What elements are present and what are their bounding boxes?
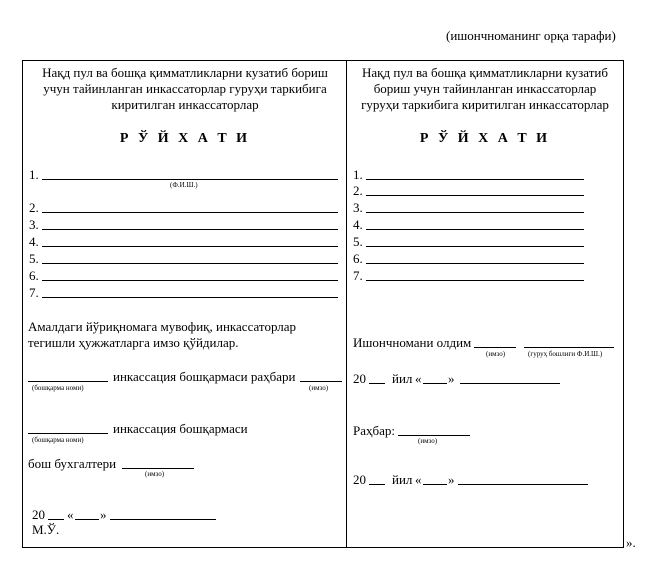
left-item-line-3[interactable]: [42, 229, 338, 230]
right-item-number-4: 4.: [353, 217, 363, 232]
sig2-department-line[interactable]: [28, 433, 108, 434]
right-item-number-3: 3.: [353, 200, 363, 215]
left-date-open-quote: «: [67, 507, 74, 522]
back-side-note: (ишончноманинг орқа тарафи): [446, 28, 616, 43]
right-item-number-1: 1.: [353, 167, 363, 182]
sig1-caption-department: (бошқарма номи): [32, 384, 84, 392]
left-item-line-6[interactable]: [42, 280, 338, 281]
sig3-label: бош бухгалтери: [28, 456, 117, 471]
right-header-line-3: гуруҳи таркибига киритилган инкассаторлар: [361, 97, 609, 112]
left-item-line-7[interactable]: [42, 297, 338, 298]
left-item-number-3: 3.: [29, 217, 39, 232]
left-item-line-1[interactable]: [42, 179, 338, 180]
left-item-line-5[interactable]: [42, 263, 338, 264]
right-date1-year-line[interactable]: [369, 383, 385, 384]
right-date1-close-quote: »: [448, 371, 455, 386]
sig1-department-line[interactable]: [28, 381, 108, 382]
right-item-number-6: 6.: [353, 251, 363, 266]
closing-mark: ».: [626, 535, 636, 550]
right-date1-year: 20: [353, 371, 366, 386]
right-date2-year-line[interactable]: [369, 484, 385, 485]
left-item-line-2[interactable]: [42, 212, 338, 213]
left-item-number-6: 6.: [29, 268, 39, 283]
received-sign-line[interactable]: [474, 347, 516, 348]
right-header-line-1: Нақд пул ва бошқа қимматликларни кузатиб: [362, 65, 608, 80]
column-divider: [346, 60, 347, 548]
right-date2-close-quote: »: [448, 472, 455, 487]
received-name-line[interactable]: [524, 347, 614, 348]
sig1-caption-sign: (имзо): [309, 384, 329, 392]
right-item-line-3[interactable]: [366, 212, 584, 213]
right-item-line-1[interactable]: [366, 179, 584, 180]
right-header-line-2: бориш учун тайинланган инкассаторлар: [373, 81, 597, 96]
left-statement-line-1: Амалдаги йўриқномага мувофиқ, инкассаторлар: [28, 319, 297, 334]
sig2-caption-department: (бошқарма номи): [32, 436, 84, 444]
left-item-line-4[interactable]: [42, 246, 338, 247]
stamp-place: М.Ў.: [32, 522, 60, 537]
received-caption-name: (гуруҳ бошлиғи Ф.И.Ш.): [528, 350, 603, 358]
right-item-number-5: 5.: [353, 234, 363, 249]
received-caption-sign: (имзо): [486, 350, 506, 358]
right-date1-open-quote: «: [415, 371, 422, 386]
right-date2-open-quote: «: [415, 472, 422, 487]
right-date1-month-line[interactable]: [460, 383, 560, 384]
left-date-day-line[interactable]: [75, 519, 99, 520]
left-statement-line-2: тегишли ҳужжатларга имзо қўйдилар.: [28, 335, 239, 350]
right-date2-day-line[interactable]: [423, 484, 447, 485]
left-item-number-4: 4.: [29, 234, 39, 249]
right-date2-month-line[interactable]: [458, 484, 588, 485]
right-date2-word: йил: [392, 472, 413, 487]
sig3-sign-line[interactable]: [122, 468, 194, 469]
sig3-caption: (имзо): [145, 470, 165, 478]
left-header-line-3: киритилган инкассаторлар: [111, 97, 259, 112]
sig1-label: инкассация бошқармаси раҳбари: [113, 369, 296, 384]
right-item-number-2: 2.: [353, 183, 363, 198]
left-header-line-2: учун тайинланган инкассаторлар гуруҳи таркибига: [43, 81, 327, 96]
right-item-number-7: 7.: [353, 268, 363, 283]
right-date1-word: йил: [392, 371, 413, 386]
left-date-month-line[interactable]: [110, 519, 216, 520]
left-list-title: Р Ў Й Х А Т И: [119, 131, 251, 146]
sig2-label: инкассация бошқармаси: [113, 421, 248, 436]
left-date-year: 20: [32, 507, 45, 522]
right-item-line-2[interactable]: [366, 195, 584, 196]
head-label: Раҳбар:: [353, 423, 395, 438]
received-label: Ишончномани олдим: [353, 335, 472, 350]
right-item-line-4[interactable]: [366, 229, 584, 230]
left-item-number-1: 1.: [29, 167, 39, 182]
left-item-number-2: 2.: [29, 200, 39, 215]
right-item-line-7[interactable]: [366, 280, 584, 281]
left-header-line-1: Нақд пул ва бошқа қимматликларни кузатиб бориш: [42, 65, 328, 80]
left-item-number-5: 5.: [29, 251, 39, 266]
head-sign-line[interactable]: [398, 435, 470, 436]
right-date1-day-line[interactable]: [423, 383, 447, 384]
head-caption: (имзо): [418, 437, 438, 445]
right-date2-year: 20: [353, 472, 366, 487]
right-list-title: Р Ў Й Х А Т И: [419, 131, 551, 146]
sig1-sign-line[interactable]: [300, 381, 342, 382]
right-item-line-5[interactable]: [366, 246, 584, 247]
left-date-year-line[interactable]: [48, 519, 64, 520]
left-item-number-7: 7.: [29, 285, 39, 300]
right-item-line-6[interactable]: [366, 263, 584, 264]
left-date-close-quote: »: [100, 507, 107, 522]
left-fio-caption: (Ф.И.Ш.): [170, 181, 198, 189]
